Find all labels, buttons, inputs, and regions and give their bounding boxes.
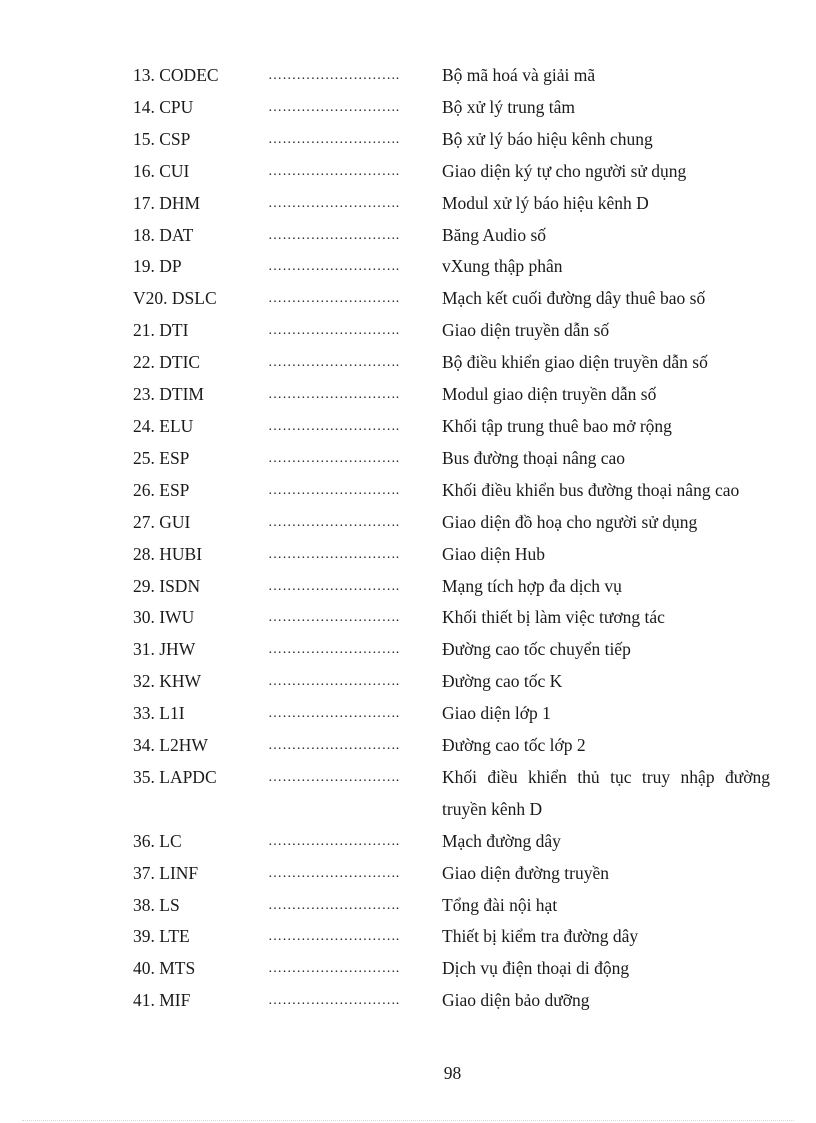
abbreviation-meaning: Băng Audio số <box>442 224 547 245</box>
dot-leader: ………………………. <box>268 578 400 594</box>
abbreviation-meaning: Giao diện đồ hoạ cho người sử dụng <box>442 511 698 532</box>
abbreviation-row <box>133 730 783 762</box>
dot-leader: ………………………. <box>268 706 400 722</box>
abbreviation-meaning: Tổng đài nội hạt <box>442 894 558 915</box>
abbreviation-row <box>133 188 783 220</box>
dot-leader: ………………………. <box>268 323 400 339</box>
dot-leader: ………………………. <box>268 355 400 371</box>
abbreviation-term: 19. DP <box>133 256 182 277</box>
abbreviation-term: 30. IWU <box>133 607 195 628</box>
dot-leader: ………………………. <box>268 450 400 466</box>
dot-leader: ………………………. <box>268 929 400 945</box>
abbreviation-row <box>133 379 783 411</box>
abbreviation-term: 33. L1I <box>133 703 185 724</box>
abbreviation-meaning: Giao diện bảo dưỡng <box>442 990 590 1011</box>
abbreviation-row <box>133 124 783 156</box>
dot-leader: ………………………. <box>268 131 400 147</box>
dot-leader: ………………………. <box>268 163 400 179</box>
abbreviation-row <box>133 890 783 922</box>
abbreviation-meaning: Đường cao tốc chuyển tiếp <box>442 639 631 660</box>
abbreviation-term: 38. LS <box>133 894 180 915</box>
abbreviation-term: 22. DTIC <box>133 352 201 373</box>
dot-leader: ………………………. <box>268 546 400 562</box>
abbreviation-row <box>133 92 783 124</box>
abbreviation-row <box>133 443 783 475</box>
dot-leader: ………………………. <box>268 961 400 977</box>
abbreviation-row <box>133 507 783 539</box>
dot-leader: ………………………. <box>268 418 400 434</box>
abbreviation-row <box>133 666 783 698</box>
dot-leader: ………………………. <box>268 674 400 690</box>
abbreviation-term: 29. ISDN <box>133 575 201 596</box>
abbreviation-meaning: Đường cao tốc K <box>442 671 563 692</box>
abbreviation-row <box>133 347 783 379</box>
abbreviation-meaning: Bộ xử lý báo hiệu kênh chung <box>442 128 653 149</box>
abbreviation-term: 40. MTS <box>133 958 196 979</box>
abbreviation-meaning: Giao diện lớp 1 <box>442 703 551 724</box>
abbreviation-term: 32. KHW <box>133 671 202 692</box>
abbreviation-term: 24. ELU <box>133 415 194 436</box>
abbreviation-term: 14. CPU <box>133 96 194 117</box>
dot-leader: ………………………. <box>268 738 400 754</box>
abbreviation-term: 23. DTIM <box>133 384 204 405</box>
abbreviation-row <box>133 156 783 188</box>
dot-leader: ………………………. <box>268 99 400 115</box>
abbreviation-term: 28. HUBI <box>133 543 203 564</box>
abbreviation-row <box>133 602 783 634</box>
abbreviation-list <box>133 60 783 1017</box>
abbreviation-meaning: Giao diện đường truyền <box>442 862 609 883</box>
dot-leader: ………………………. <box>268 68 400 83</box>
abbreviation-term: 31. JHW <box>133 639 196 660</box>
dot-leader: ………………………. <box>268 897 400 913</box>
abbreviation-meaning: Bộ xử lý trung tâm <box>442 96 575 117</box>
abbreviation-meaning: Khối tập trung thuê bao mở rộng <box>442 415 672 436</box>
dot-leader: ………………………. <box>268 227 400 243</box>
abbreviation-term: V20. DSLC <box>133 288 217 309</box>
abbreviation-meaning: Modul xử lý báo hiệu kênh D <box>442 192 649 213</box>
abbreviation-term: 34. L2HW <box>133 735 208 756</box>
abbreviation-row <box>133 985 783 1017</box>
abbreviation-meaning: Modul giao diện truyền dẫn số <box>442 384 657 405</box>
abbreviation-row <box>133 698 783 730</box>
abbreviation-row <box>133 315 783 347</box>
abbreviation-row <box>133 953 783 985</box>
abbreviation-meaning: Giao diện truyền dẫn số <box>442 320 610 341</box>
abbreviation-meaning: Mạng tích hợp đa dịch vụ <box>442 575 622 596</box>
abbreviation-row <box>133 475 783 507</box>
abbreviation-meaning: Mạch đường dây <box>442 830 561 851</box>
abbreviation-row <box>133 539 783 571</box>
abbreviation-meaning: Mạch kết cuối đường dây thuê bao số <box>442 288 706 309</box>
abbreviation-term: 21. DTI <box>133 320 189 341</box>
abbreviation-row <box>133 858 783 890</box>
abbreviation-term: 16. CUI <box>133 160 190 181</box>
dot-leader: ………………………. <box>268 769 400 785</box>
abbreviation-meaning: Bộ điều khiển giao diện truyền dẫn số <box>442 352 708 373</box>
abbreviation-meaning: Giao diện Hub <box>442 543 546 564</box>
abbreviation-meaning: Giao diện ký tự cho người sử dụng <box>442 160 687 181</box>
abbreviation-row <box>133 411 783 443</box>
abbreviation-term: 37. LINF <box>133 862 199 883</box>
dot-leader: ………………………. <box>268 642 400 658</box>
abbreviation-term: 35. LAPDC <box>133 766 217 787</box>
abbreviation-meaning: Đường cao tốc lớp 2 <box>442 735 586 756</box>
dot-leader: ………………………. <box>268 833 400 849</box>
abbreviation-term: 41. MIF <box>133 990 191 1011</box>
abbreviation-term: 13. CODEC <box>133 65 219 85</box>
dot-leader: ………………………. <box>268 993 400 1009</box>
abbreviation-meaning: Khối thiết bị làm việc tương tác <box>442 607 665 628</box>
abbreviation-meaning: Bộ mã hoá và giải mã <box>442 65 596 85</box>
dot-leader: ………………………. <box>268 610 400 626</box>
page-number: 98 <box>443 1063 462 1083</box>
dot-leader: ………………………. <box>268 387 400 403</box>
abbreviation-row <box>133 220 783 252</box>
abbreviation-row <box>133 60 783 92</box>
footer-divider <box>22 1120 794 1121</box>
abbreviation-term: 27. GUI <box>133 511 191 532</box>
abbreviation-term: 15. CSP <box>133 128 191 149</box>
abbreviation-term: 25. ESP <box>133 447 190 468</box>
abbreviation-meaning: Dịch vụ điện thoại di động <box>442 958 630 979</box>
abbreviation-row <box>133 762 783 826</box>
dot-leader: ………………………. <box>268 865 400 881</box>
abbreviation-term: 36. LC <box>133 830 182 851</box>
abbreviation-term: 18. DAT <box>133 224 194 245</box>
dot-leader: ………………………. <box>268 195 400 211</box>
abbreviation-row <box>133 283 783 315</box>
dot-leader: ………………………. <box>268 259 400 275</box>
abbreviation-meaning: Khối điều khiển thủ tục truy nhập đường truyền kênh D <box>442 766 770 819</box>
abbreviation-row <box>133 251 783 283</box>
abbreviation-row <box>133 921 783 953</box>
dot-leader: ………………………. <box>268 514 400 530</box>
abbreviation-meaning: Khối điều khiển bus đường thoại nâng cao <box>442 479 740 500</box>
abbreviation-meaning: vXung thập phân <box>442 256 563 277</box>
abbreviation-meaning: Bus đường thoại nâng cao <box>442 447 626 468</box>
abbreviation-term: 39. LTE <box>133 926 190 947</box>
abbreviation-term: 26. ESP <box>133 479 190 500</box>
abbreviation-row <box>133 826 783 858</box>
abbreviation-meaning: Thiết bị kiểm tra đường dây <box>442 926 639 947</box>
dot-leader: ………………………. <box>268 482 400 498</box>
dot-leader: ………………………. <box>268 291 400 307</box>
abbreviation-row <box>133 571 783 603</box>
abbreviation-term: 17. DHM <box>133 192 201 213</box>
abbreviation-row <box>133 634 783 666</box>
